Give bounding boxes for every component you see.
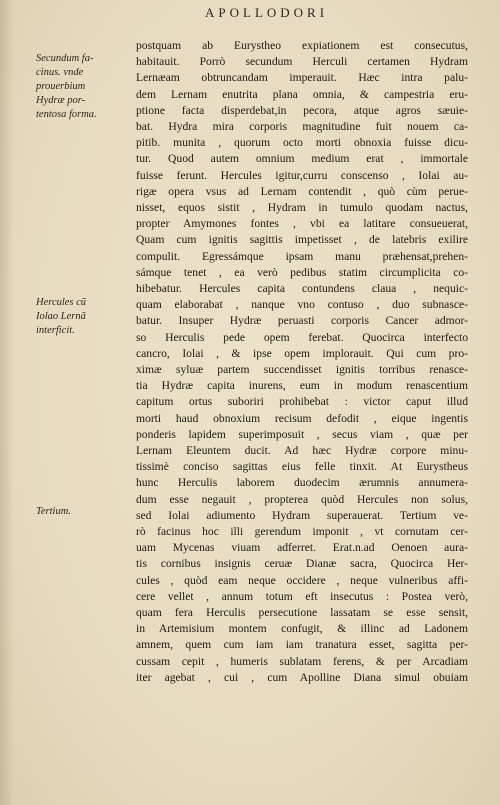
- marginal-note-line: Hydræ por-: [36, 95, 86, 106]
- marginal-note-line: interficit.: [36, 325, 75, 336]
- text-line: fuisse ferunt. Hercules igitur,curru conscenso , Iolai au-: [136, 168, 468, 182]
- text-line: Lernam Eleuntem ducit. Ad hæc Hydræ corpore minu-: [136, 444, 468, 457]
- text-line: propter Amymones fontes , vbi ea latitare consueuerat,: [136, 217, 468, 231]
- marginal-note-hydra: [36, 52, 132, 122]
- text-line: tia Hydræ capita inurens, eum in modum renascentium: [136, 379, 468, 393]
- text-line: ximæ syluæ partem succendisset ignitis torribus renasce-: [136, 363, 468, 376]
- text-line: batur. Insuper Hydræ peruasti corporis Cancer admor-: [136, 314, 468, 328]
- text-line: cules , quòd eam neque occidere , neque vulneribus affi-: [136, 573, 468, 587]
- text-line: uam Mycenas viuam adferret. Erat.n.ad Oenoen aura-: [136, 541, 468, 555]
- text-line: tur. Quod autem omnium medium erat , immortale: [136, 152, 468, 166]
- running-head: APOLLODORI: [205, 5, 329, 20]
- text-line: tissimè conciso sagittas eius felle tinxit. At Eurystheus: [136, 460, 468, 474]
- marginal-note-line: cinus. vnde: [36, 67, 84, 78]
- text-line: postquam ab Eurystheo expiationem est consecutus,: [136, 39, 468, 52]
- text-line: pitib. munita , quorum octo morti obnoxia fuisse dicu-: [136, 136, 468, 150]
- text-line: hibebatur. Hercules capita contundens claua , nequic-: [136, 282, 468, 295]
- text-line: Lernæam obtruncandam imperauit. Hæc intra palu-: [136, 71, 468, 85]
- text-line: morti haud obnoxium recisum defodit , eique ingentis: [136, 411, 468, 425]
- marginal-note-tertium: [36, 505, 132, 519]
- text-line: compulit. Egressámque ipsam manu præhensat,prehen-: [136, 249, 468, 263]
- text-line: quam elaborabat , nanque vno contuso , duo subnasce-: [136, 298, 468, 312]
- text-line: nisset, equos sistit , Hydram in tumulo quodam nactus,: [136, 201, 468, 214]
- marginal-note-line: Iolao Lernã: [36, 311, 86, 322]
- text-line: habitauit. Porrò secundum Herculi certamen Hydram: [136, 55, 468, 69]
- text-line: ponderis lapidem superimposuit , secus viam , quæ per: [136, 427, 468, 441]
- text-line: cussam cepit , humeris sublatam ferens, & per Arcadiam: [136, 654, 468, 668]
- text-line: dum esse negauit , propterea quòd Hercules non solus,: [136, 492, 468, 506]
- text-line: hunc Herculis laborem duodecim ærumnis annumera-: [136, 476, 468, 490]
- text-line: so Herculis pede opem ferebat. Quocirca interfecto: [136, 330, 468, 344]
- marginal-note-line: Secundum fa-: [36, 53, 94, 64]
- text-line: cancro, Iolai , & ipse opem implorauit. Qui cum pro-: [136, 346, 468, 360]
- page-gutter-shadow: [0, 0, 14, 805]
- text-line: sed Iolai adiumento Hydram superauerat. Tertium ve-: [136, 508, 468, 522]
- marginal-note-line: prouerbium: [36, 81, 86, 92]
- text-line: quam fera Herculis persecutione lassatam se esse sensit,: [136, 606, 468, 619]
- text-line: sámque tenet , ea verò pedibus statim circumplicita co-: [136, 265, 468, 279]
- text-line: rò facinus hoc illi gerendum imponit , vt cornutam cer-: [136, 525, 468, 538]
- text-line: amnem, quem cum iam iam tranatura esset, sagitta per-: [136, 638, 468, 652]
- marginal-note-hercules-iolao: [36, 296, 132, 338]
- text-line: bat. Hydra mira corporis magnitudine fuit nouem ca-: [136, 120, 468, 133]
- text-line: dem Lernam enutrita plana omnia, & campestria eru-: [136, 87, 468, 101]
- text-line: in Artemisium montem confugit, & illinc ad Ladonem: [136, 622, 468, 636]
- marginal-note-line: Hercules cũ: [36, 297, 87, 308]
- text-line: capitum ortus suboriri prohibebat : victor caput illud: [136, 395, 468, 409]
- text-line: cere vellet , annum totum eft insecutus : Postea verò,: [136, 589, 468, 603]
- text-line: Quam cum ignitis sagittis impetisset , de latebris exilire: [136, 233, 468, 247]
- text-line: rigæ opera vsus ad Lernam contendit , quò cùm perue-: [136, 184, 468, 198]
- marginal-note-line: tentosa forma.: [36, 109, 97, 120]
- marginal-note-line: Tertium.: [36, 506, 71, 517]
- text-line: tis cornibus insignis ceruæ Dianæ sacra, Quocirca Her-: [136, 557, 468, 571]
- text-line: ptione facta disperdebat,in pecora, atque agros sæuie-: [136, 103, 468, 117]
- text-line: iter agebat , cui , cum Apolline Diana simul obuiam: [136, 670, 468, 684]
